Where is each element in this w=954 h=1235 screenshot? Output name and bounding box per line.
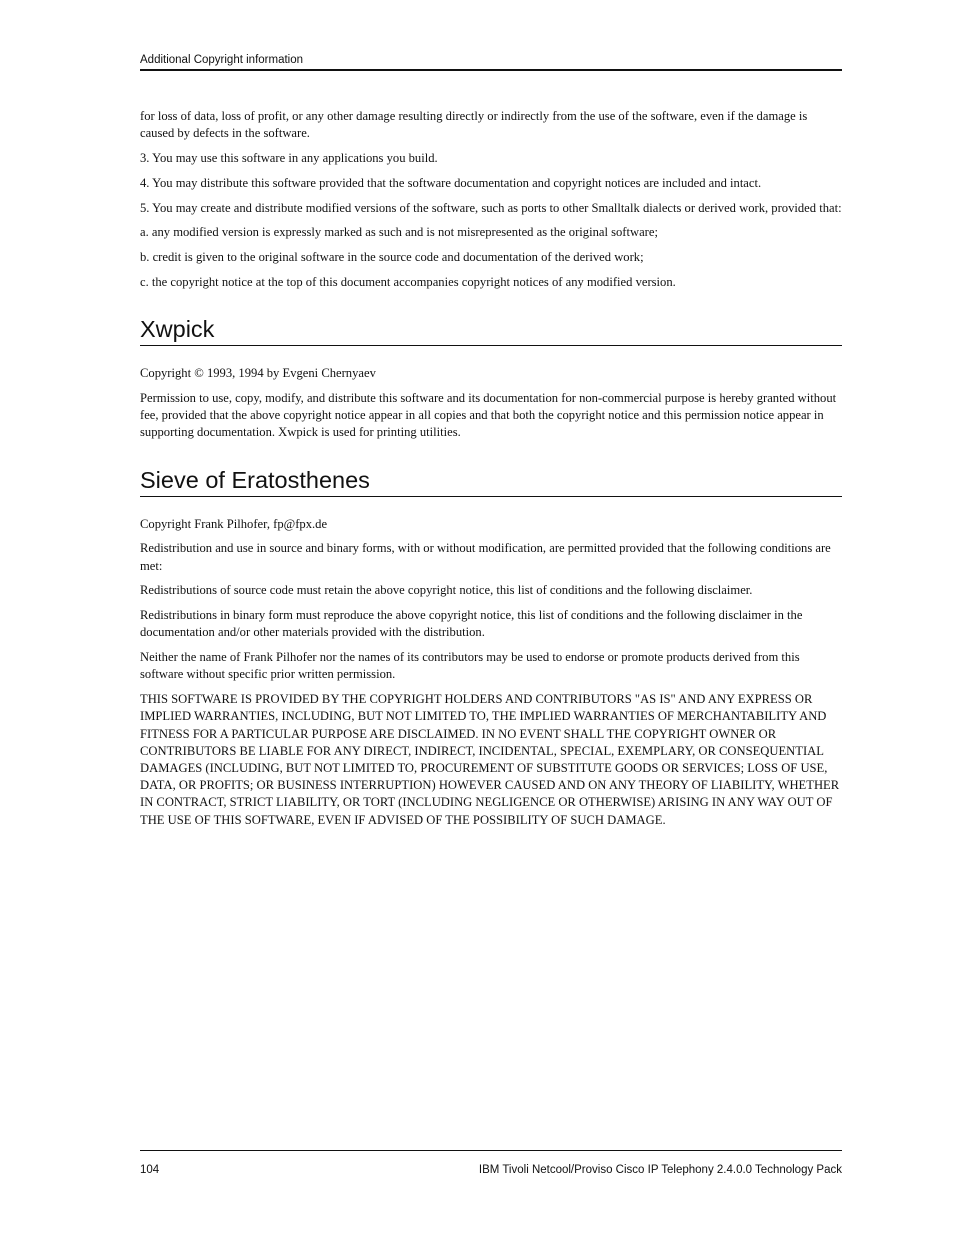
header-rule	[140, 69, 842, 71]
section-rule	[140, 496, 842, 497]
paragraph: 5. You may create and distribute modified versions of the software, such as ports to other Smalltalk dialects or derived work, provided that:	[140, 200, 842, 215]
paragraph: Redistributions of source code must retain the above copyright notice, this list of conditions and the following disclaimer.	[140, 583, 753, 598]
document-page	[140, 0, 842, 1235]
paragraph: a. any modified version is expressly marked as such and is not misrepresented as the original software;	[140, 225, 658, 240]
paragraph: Redistributions in binary form must reproduce the above copyright notice, this list of conditions and the following disclaimer in the documentation and/or other materials provided with the distribution.	[140, 608, 803, 640]
footer-rule	[140, 1150, 842, 1151]
disclaimer-paragraph: THIS SOFTWARE IS PROVIDED BY THE COPYRIGHT HOLDERS AND CONTRIBUTORS "AS IS" AND ANY EXPRESS OR IMPLIED WARRANTIES, INCLUDING, BUT NOT LIMITED TO, THE IMPLIED WARRANTIES OF MERCHANTABILITY AND FITNESS FOR A PARTICULAR PURPOSE ARE DISCLAIMED. IN NO EVENT SHALL THE COPYRIGHT OWNER OR CONTRIBUTORS BE LIABLE FOR ANY DIRECT, INDIRECT, INCIDENTAL, SPECIAL, EXEMPLARY, OR CONSEQUENTIAL DAMAGES (INCLUDING, BUT NOT LIMITED TO, PROCUREMENT OF SUBSTITUTE GOODS OR SERVICES; LOSS OF USE, DATA, OR PROFITS; OR BUSINESS INTERRUPTION) HOWEVER CAUSED AND ON ANY THEORY OF LIABILITY, WHETHER IN CONTRACT, STRICT LIABILITY, OR TORT (INCLUDING NEGLIGENCE OR OTHERWISE) ARISING IN ANY WAY OUT OF THE USE OF THIS SOFTWARE, EVEN IF ADVISED OF THE POSSIBILITY OF SUCH DAMAGE.	[140, 692, 840, 827]
running-header: Additional Copyright information	[140, 54, 304, 66]
paragraph: Copyright Frank Pilhofer, fp@fpx.de	[140, 516, 328, 531]
paragraph: Neither the name of Frank Pilhofer nor the names of its contributors may be used to endorse or promote products derived from this software without specific prior written permission.	[140, 650, 800, 682]
paragraph: Redistribution and use in source and binary forms, with or without modification, are permitted provided that the following conditions are met:	[140, 541, 831, 573]
page-content	[140, 108, 842, 836]
paragraph: b. credit is given to the original software in the source code and documentation of the derived work;	[140, 250, 644, 265]
section-heading: Xwpick	[140, 316, 215, 343]
section-heading: Sieve of Eratosthenes	[140, 466, 370, 493]
paragraph: for loss of data, loss of profit, or any other damage resulting directly or indirectly from the use of the software, even if the damage is caused by defects in the software.	[140, 109, 808, 141]
paragraph: 4. You may distribute this software provided that the software documentation and copyright notices are included and intact.	[140, 175, 762, 190]
paragraph: Permission to use, copy, modify, and distribute this software and its documentation for non-commercial purpose is hereby granted without fee, provided that the above copyright notice appear in all copies and that both the copyright notice and this permission notice appear in supporting documentation. Xwpick is used for printing utilities.	[140, 390, 837, 440]
page-number: 104	[140, 1164, 160, 1176]
section-rule	[140, 345, 842, 346]
paragraph: Copyright © 1993, 1994 by Evgeni Chernyaev	[140, 366, 376, 381]
footer-document-title: IBM Tivoli Netcool/Proviso Cisco IP Telephony 2.4.0.0 Technology Pack	[478, 1164, 842, 1176]
paragraph: 3. You may use this software in any applications you build.	[140, 151, 438, 165]
paragraph: c. the copyright notice at the top of this document accompanies copyright notices of any modified version.	[140, 274, 676, 289]
license-continuation	[140, 108, 842, 291]
section-sieve-of-eratosthenes	[140, 465, 842, 829]
section-xwpick	[140, 314, 842, 441]
